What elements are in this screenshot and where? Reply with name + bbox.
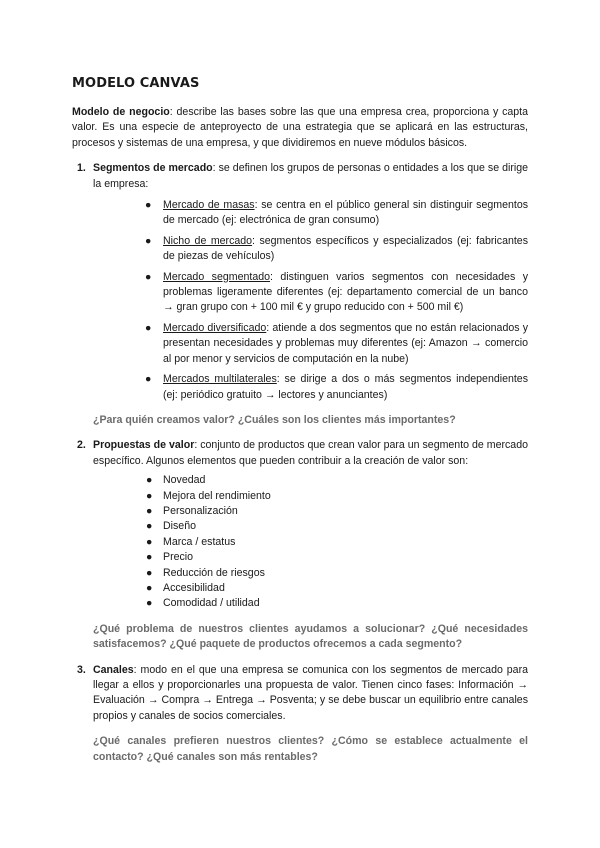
bullet-icon: ● [145,373,152,386]
item-text: Marca / estatus [163,535,236,548]
list-item [145,270,528,316]
bullet-icon: ● [145,270,152,283]
list-item [145,234,528,265]
list-item [146,519,528,534]
item-text: : se dirige a dos o más segmentos independientes (ej: periódico gratuito → lectores y anunciantes) [163,373,528,401]
item-text: Mejora del rendimiento [163,489,271,502]
list-item [146,581,528,596]
item-text: Novedad [163,474,206,487]
section-question: ¿Qué canales prefieren nuestros clientes? ¿Cómo se establece actualmente el contacto? ¿Qué canales son más rentables? [93,735,528,763]
list-item [146,550,528,565]
section-text: : se definen los grupos de personas o entidades a los que se dirige la empresa: [93,162,529,190]
section-propuestas [72,438,528,652]
bullet-icon: ● [146,566,153,579]
bullet-icon: ● [146,551,153,564]
item-text: : distinguen varios segmentos con necesidades y problemas ligeramente diferentes (ej: departamento comercial de un banco → gran grupo con + 100 mil € y grupo reducido con + 500 mil €) [163,270,529,314]
bullet-icon: ● [146,597,153,610]
section-term: Propuestas de valor [93,439,195,452]
section-term: Segmentos de mercado [93,162,213,175]
item-text: : se centra en el público general sin distinguir segmentos de mercado (ej: electrónica de gran consumo) [163,199,529,227]
bullet-icon: ● [146,474,153,487]
section-number: 3. [77,663,86,676]
section-text: : conjunto de productos que crean valor para un segmento de mercado específico. Algunos elementos que pueden contribuir a la creación de valor son: [93,439,528,467]
item-term: Mercado segmentado [163,270,270,283]
item-term: Mercados multilaterales [163,373,277,386]
list-item [146,566,528,581]
intro-text: : describe las bases sobre las que una empresa crea, proporciona y capta valor. Es una especie de anteproyecto de una estrategia que se aplicará en las estructuras, procesos y sistemas de una empresa, y que dividiremos en nueve módulos básicos. [72,106,529,149]
sections-list [72,161,528,765]
bullet-icon: ● [146,504,153,517]
list-item [145,198,528,229]
section-heading [93,438,528,469]
segment-types-list [93,198,528,403]
section-text: : modo en el que una empresa se comunica con los segmentos de mercado para llegar a ellos y proporcionarles una propuesta de valor. Tienen cinco fases: Información → Evaluación → Compra → Entrega → Posventa; y se debe buscar un equilibrio entre canales propios y canales de socios comerciales. [93,663,528,722]
list-item [146,535,528,550]
section-question: ¿Qué problema de nuestros clientes ayudamos a solucionar? ¿Qué necesidades satisfacemos? ¿Qué paquete de productos ofrecemos a cada segmento? [93,622,528,651]
bullet-icon: ● [146,520,153,533]
item-text: Precio [163,551,194,564]
section-heading [93,161,528,192]
list-item [145,372,528,403]
list-item [146,504,528,519]
section-term: Canales [93,663,134,676]
bullet-icon: ● [146,489,153,502]
list-item [146,596,528,611]
item-text: : atiende a dos segmentos que no están relacionados y presentan necesidades y problemas muy diferentes (ej: Amazon → comercio al por menor y servicios de computación en la nube) [163,321,528,365]
section-question: ¿Para quién creamos valor? ¿Cuáles son los clientes más importantes? [93,413,456,426]
item-text: Comodidad / utilidad [163,597,260,610]
item-term: Mercado de masas [163,199,255,212]
bullet-icon: ● [145,199,152,212]
bullet-icon: ● [145,234,152,247]
list-item [146,489,528,504]
list-item [145,321,528,367]
section-canales [72,663,528,765]
item-term: Mercado diversificado [163,321,267,334]
bullet-icon: ● [145,321,152,334]
section-number: 1. [77,162,86,175]
intro-paragraph [72,105,528,151]
section-number: 2. [77,439,86,452]
item-term: Nicho de mercado [163,234,253,247]
section-heading [93,663,528,725]
item-text: Personalización [163,504,238,517]
bullet-icon: ● [146,581,153,594]
list-item [146,473,528,488]
section-segmentos [72,161,528,428]
item-text: Diseño [163,520,196,533]
document-title: MODELO CANVAS [72,76,200,91]
intro-term: Modelo de negocio [72,106,170,118]
bullet-icon: ● [146,535,153,548]
item-text: Reducción de riesgos [163,566,265,579]
item-text: Accesibilidad [163,581,225,594]
item-text: : segmentos específicos y especializados (ej: fabricantes de piezas de vehículos) [163,234,528,263]
value-elements-list [93,473,528,612]
